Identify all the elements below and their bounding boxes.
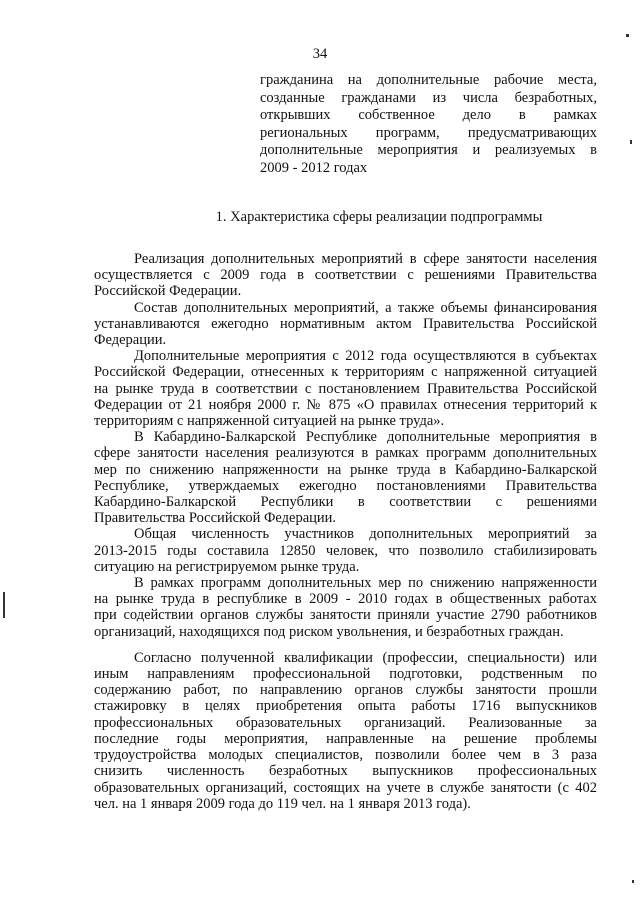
text-line: В рамках программ дополнительных мер по снижению напряженности <box>134 575 597 592</box>
text-line: 2013-2015 годы составила 12850 человек, что позволило стабилизировать <box>94 542 597 559</box>
text-line: трудоустройства молодых специалистов, позволили более чем в 3 раза <box>94 747 597 764</box>
text-line: устанавливаются ежегодно нормативным актом Правительства Российской <box>94 315 597 332</box>
text-line: профессиональных образовательных организаций. Реализованные за <box>94 714 597 731</box>
paragraph <box>94 300 597 349</box>
text-line: осуществляется с 2009 года в соответствии с решениями Правительства <box>94 267 597 284</box>
text-line: при содействии органов службы занятости приняли участие 2790 работников <box>94 607 597 624</box>
text-line: организаций, находящихся под риском увольнения, и безработных граждан. <box>94 623 564 640</box>
scan-mark-left <box>3 592 5 618</box>
text-line: на рынке труда в соответствии с постановлением Правительства Российской <box>94 380 597 397</box>
text-line: мер по снижению напряженности на рынке труда в Кабардино-Балкарской <box>94 461 597 478</box>
text-line: Российской Федерации, отнесенных к территориям с напряженной ситуацией <box>94 364 597 381</box>
paragraph <box>94 526 597 575</box>
header-line: 2009 - 2012 годах <box>260 159 368 176</box>
header-line: созданные гражданами из числа безработных, <box>260 89 597 106</box>
header-line: открывших собственное дело в рамках <box>260 107 597 124</box>
text-line: Федерации от 21 ноября 2000 г. № 875 «О правилах отнесения территорий к <box>94 396 597 413</box>
text-line: сфере занятости населения реализуются в рамках программ дополнительных <box>94 445 597 462</box>
text-line: чел. на 1 января 2009 года до 119 чел. на 1 января 2013 года). <box>94 795 471 812</box>
text-line: Согласно полученной квалификации (профессии, специальности) или <box>134 649 597 666</box>
text-line: Реализация дополнительных мероприятий в сфере занятости населения <box>134 251 597 267</box>
body-text <box>94 251 597 812</box>
text-line: снизить численность безработных выпускников профессиональных <box>94 763 597 780</box>
paragraph <box>94 429 597 526</box>
paragraph <box>94 650 597 812</box>
text-line: Дополнительные мероприятия с 2012 года осуществляются в субъектах <box>134 348 597 365</box>
scan-mark-right-1 <box>630 140 632 144</box>
paragraph <box>94 251 597 300</box>
text-line: содержанию работ, по направлению органов службы занятости прошли <box>94 682 597 699</box>
text-line: Кабардино-Балкарской Республики в соответствии с решениями <box>94 494 597 511</box>
text-line: ситуацию на регистрируемом рынке труда. <box>94 558 360 575</box>
paragraph <box>94 348 597 429</box>
section-heading: 1. Характеристика сферы реализации подпрограммы <box>215 209 543 225</box>
header-line: гражданина на дополнительные рабочие места, <box>260 72 597 88</box>
text-line: территориям с напряженной ситуацией на рынке труда». <box>94 413 445 430</box>
subprogram-name-block <box>260 72 597 178</box>
header-line: региональных программ, предусматривающих <box>260 124 597 141</box>
text-line: В Кабардино-Балкарской Республике дополнительные мероприятия в <box>134 429 597 446</box>
page-number: 34 <box>312 46 328 62</box>
text-line: на рынке труда в республике в 2009 - 2010 годах в общественных работах <box>94 591 597 608</box>
text-line: стажировку в целях приобретения опыта работы 1716 выпускников <box>94 698 597 715</box>
text-line: Российской Федерации. <box>94 283 242 300</box>
header-line: дополнительные мероприятия и реализуемых в <box>260 142 597 159</box>
scan-mark-right-2 <box>632 880 634 883</box>
paragraph <box>94 575 597 640</box>
text-line: Республике, утверждаемых ежегодно постановлениями Правительства <box>94 477 597 494</box>
scan-mark-top-right <box>626 34 629 37</box>
text-line: Правительства Российской Федерации. <box>94 510 337 527</box>
text-line: иным направлениям профессиональной подготовки, родственным по <box>94 666 597 683</box>
paragraph-gap <box>94 640 597 650</box>
text-line: Состав дополнительных мероприятий, а также объемы финансирования <box>134 299 597 316</box>
text-line: образовательных организаций, состоящих на учете в службе занятости (с 402 <box>94 779 597 796</box>
text-line: Общая численность участников дополнительных мероприятий за <box>134 526 597 543</box>
text-line: Федерации. <box>94 332 167 349</box>
text-line: последние годы мероприятия, направленные на решение проблемы <box>94 730 597 747</box>
